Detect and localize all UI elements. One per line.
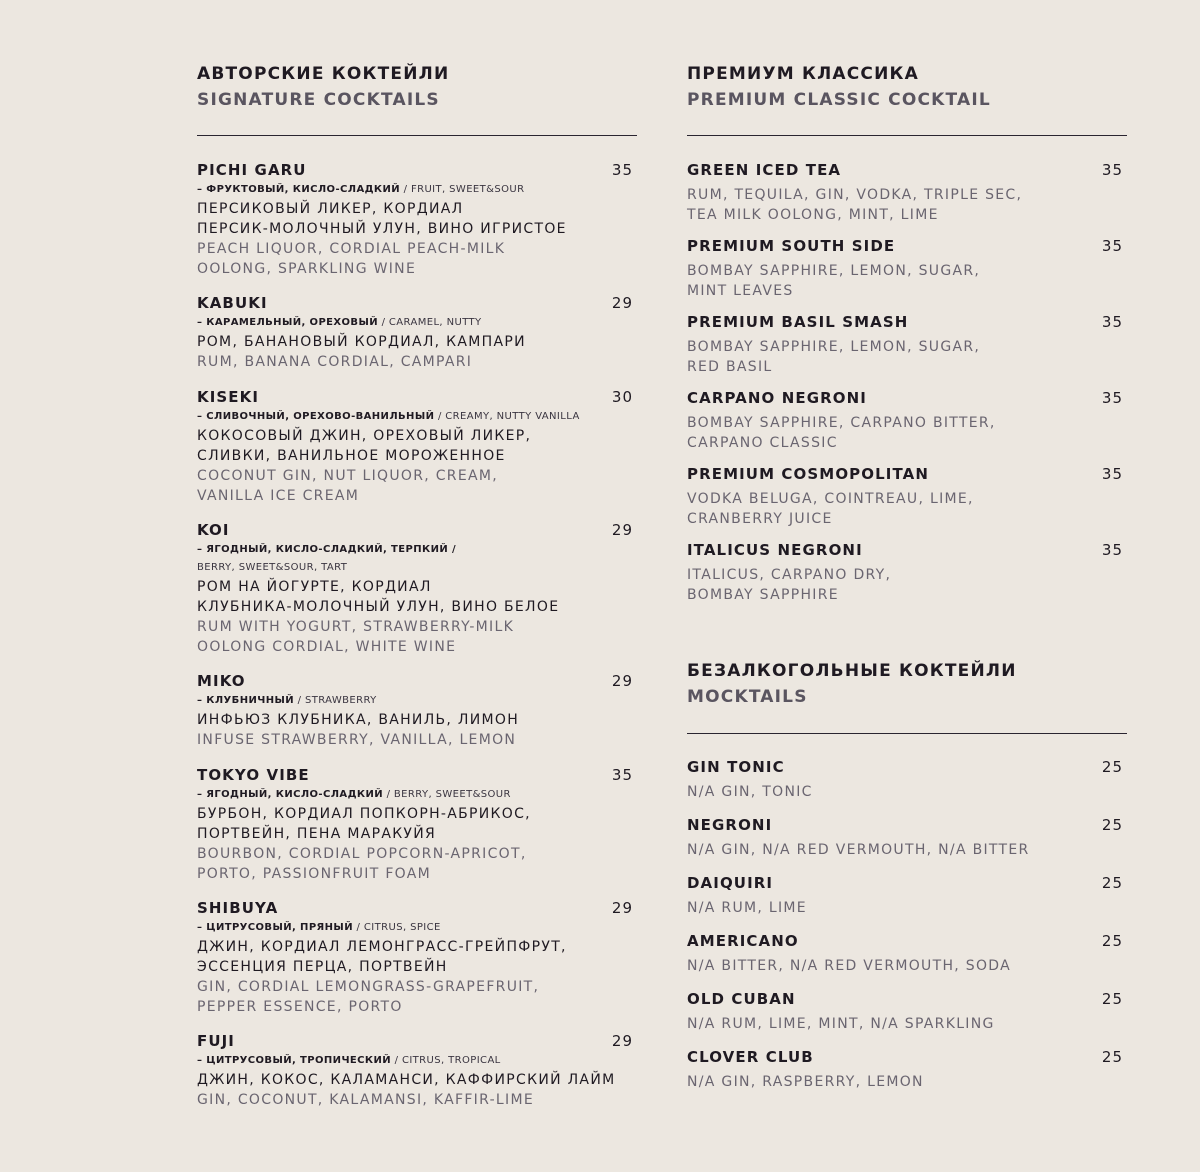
item-tag: – ЦИТРУСОВЫЙ, ТРОПИЧЕСКИЙ / CITRUS, TROPICAL — [197, 1055, 501, 1066]
menu-item-gin-tonic — [687, 756, 1127, 802]
item-name: KABUKI — [197, 294, 268, 312]
item-tag-en: BERRY, SWEET&SOUR, TART — [197, 562, 348, 573]
item-ingredients-en: BOMBAY SAPPHIRE, CARPANO BITTER, — [687, 415, 996, 431]
item-ingredients-ru: РОМ НА ЙОГУРТЕ, КОРДИАЛ — [197, 579, 432, 595]
item-name: SHIBUYA — [197, 899, 279, 917]
mocktails-title-en: MOCKTAILS — [687, 687, 808, 707]
item-ingredients-en: N/A GIN, TONIC — [687, 784, 813, 800]
menu-item-miko — [197, 670, 637, 750]
item-ingredients-en: GIN, COCONUT, KALAMANSI, KAFFIR-LIME — [197, 1092, 534, 1108]
menu-item-premium-basil-smash — [687, 311, 1127, 377]
item-name: KOI — [197, 521, 230, 539]
menu-item-italicus-negroni — [687, 539, 1127, 605]
item-ingredients-en: N/A GIN, N/A RED VERMOUTH, N/A BITTER — [687, 842, 1030, 858]
item-name: AMERICANO — [687, 932, 799, 950]
item-name: PICHI GARU — [197, 161, 307, 179]
item-ingredients-ru: БУРБОН, КОРДИАЛ ПОПКОРН-АБРИКОС, — [197, 806, 531, 822]
menu-item-pichi-garu — [197, 159, 637, 279]
menu-item-carpano-negroni — [687, 387, 1127, 453]
item-ingredients-ru: ДЖИН, КОКОС, КАЛАМАНСИ, КАФФИРСКИЙ ЛАЙМ — [197, 1072, 616, 1088]
item-name: KISEKI — [197, 388, 260, 406]
item-ingredients-en: CARPANO CLASSIC — [687, 435, 838, 451]
item-ingredients-ru: ПЕРСИКОВЫЙ ЛИКЕР, КОРДИАЛ — [197, 201, 464, 217]
item-ingredients-en: OOLONG CORDIAL, WHITE WINE — [197, 639, 457, 655]
item-price: 35 — [1101, 389, 1123, 407]
item-price: 35 — [1101, 465, 1123, 483]
item-ingredients-en: COCONUT GIN, NUT LIQUOR, CREAM, — [197, 468, 498, 484]
item-price: 35 — [611, 766, 633, 784]
item-name: GIN TONIC — [687, 758, 785, 776]
item-ingredients-en: VODKA BELUGA, COINTREAU, LIME, — [687, 491, 974, 507]
item-ingredients-en: N/A BITTER, N/A RED VERMOUTH, SODA — [687, 958, 1011, 974]
item-ingredients-en: CRANBERRY JUICE — [687, 511, 833, 527]
item-ingredients-ru: СЛИВКИ, ВАНИЛЬНОЕ МОРОЖЕННОЕ — [197, 448, 506, 464]
item-ingredients-en: PORTO, PASSIONFRUIT FOAM — [197, 866, 432, 882]
item-name: NEGRONI — [687, 816, 773, 834]
item-name: DAIQUIRI — [687, 874, 774, 892]
item-ingredients-ru: КЛУБНИКА-МОЛОЧНЫЙ УЛУН, ВИНО БЕЛОЕ — [197, 599, 560, 615]
menu-item-koi — [197, 519, 637, 657]
signature-header — [197, 61, 637, 113]
item-ingredients-en: MINT LEAVES — [687, 283, 794, 299]
item-ingredients-en: N/A RUM, LIME — [687, 900, 807, 916]
menu-item-tokyo-vibe — [197, 764, 637, 884]
item-ingredients-en: RUM WITH YOGURT, STRAWBERRY-MILK — [197, 619, 515, 635]
menu-item-shibuya — [197, 897, 637, 1017]
item-name: PREMIUM COSMOPOLITAN — [687, 465, 929, 483]
item-name: OLD CUBAN — [687, 990, 796, 1008]
menu-item-kiseki — [197, 386, 637, 506]
item-ingredients-ru: ПОРТВЕЙН, ПЕНА МАРАКУЙЯ — [197, 826, 437, 842]
item-price: 35 — [1101, 541, 1123, 559]
item-ingredients-en: BOMBAY SAPPHIRE — [687, 587, 839, 603]
menu-item-daiquiri — [687, 872, 1127, 918]
item-price: 25 — [1101, 932, 1123, 950]
mocktails-divider — [687, 733, 1127, 734]
signature-divider — [197, 135, 637, 136]
menu-item-green-iced-tea — [687, 159, 1127, 225]
item-ingredients-en: INFUSE STRAWBERRY, VANILLA, LEMON — [197, 732, 517, 748]
item-price: 29 — [611, 1032, 633, 1050]
item-tag: – ФРУКТОВЫЙ, КИСЛО-СЛАДКИЙ / FRUIT, SWEET&SOUR — [197, 184, 525, 195]
premium-header — [687, 61, 1127, 113]
menu-item-fuji — [197, 1030, 637, 1110]
item-ingredients-en: OOLONG, SPARKLING WINE — [197, 261, 417, 277]
item-ingredients-ru: КОКОСОВЫЙ ДЖИН, ОРЕХОВЫЙ ЛИКЕР, — [197, 428, 532, 444]
item-name: MIKO — [197, 672, 246, 690]
menu-item-premium-cosmopolitan — [687, 463, 1127, 529]
item-ingredients-en: BOURBON, CORDIAL POPCORN-APRICOT, — [197, 846, 527, 862]
item-price: 29 — [611, 899, 633, 917]
item-ingredients-en: BOMBAY SAPPHIRE, LEMON, SUGAR, — [687, 339, 981, 355]
item-ingredients-en: RUM, TEQUILA, GIN, VODKA, TRIPLE SEC, — [687, 187, 1023, 203]
item-price: 35 — [1101, 161, 1123, 179]
item-ingredients-en: BOMBAY SAPPHIRE, LEMON, SUGAR, — [687, 263, 981, 279]
menu-item-negroni — [687, 814, 1127, 860]
item-ingredients-ru: РОМ, БАНАНОВЫЙ КОРДИАЛ, КАМПАРИ — [197, 334, 526, 350]
item-price: 35 — [611, 161, 633, 179]
menu-item-kabuki — [197, 292, 637, 372]
item-ingredients-en: PEACH LIQUOR, CORDIAL PEACH-MILK — [197, 241, 506, 257]
item-ingredients-ru: ЭССЕНЦИЯ ПЕРЦА, ПОРТВЕЙН — [197, 959, 448, 975]
item-name: ITALICUS NEGRONI — [687, 541, 863, 559]
item-name: PREMIUM BASIL SMASH — [687, 313, 909, 331]
item-price: 25 — [1101, 816, 1123, 834]
item-ingredients-en: GIN, CORDIAL LEMONGRASS-GRAPEFRUIT, — [197, 979, 540, 995]
item-tag: – СЛИВОЧНЫЙ, ОРЕХОВО-ВАНИЛЬНЫЙ / CREAMY, NUTTY VANILLA — [197, 411, 580, 422]
signature-title-en: SIGNATURE COCKTAILS — [197, 90, 440, 110]
item-tag: – КАРАМЕЛЬНЫЙ, ОРЕХОВЫЙ / CARAMEL, NUTTY — [197, 317, 482, 328]
item-ingredients-en: PEPPER ESSENCE, PORTO — [197, 999, 403, 1015]
item-ingredients-en: TEA MILK OOLONG, MINT, LIME — [687, 207, 939, 223]
menu-item-americano — [687, 930, 1127, 976]
item-ingredients-ru: ПЕРСИК-МОЛОЧНЫЙ УЛУН, ВИНО ИГРИСТОЕ — [197, 221, 567, 237]
item-tag: – ЦИТРУСОВЫЙ, ПРЯНЫЙ / CITRUS, SPICE — [197, 922, 441, 933]
item-price: 30 — [611, 388, 633, 406]
item-price: 25 — [1101, 1048, 1123, 1066]
item-ingredients-en: ITALICUS, CARPANO DRY, — [687, 567, 892, 583]
mocktails-title-ru: БЕЗАЛКОГОЛЬНЫЕ КОКТЕЙЛИ — [687, 661, 1017, 681]
premium-title-en: PREMIUM CLASSIC COCKTAIL — [687, 90, 991, 110]
item-price: 25 — [1101, 990, 1123, 1008]
item-price: 25 — [1101, 874, 1123, 892]
item-name: CARPANO NEGRONI — [687, 389, 867, 407]
item-ingredients-en: RUM, BANANA CORDIAL, CAMPARI — [197, 354, 473, 370]
premium-divider — [687, 135, 1127, 136]
item-ingredients-ru: ДЖИН, КОРДИАЛ ЛЕМОНГРАСС-ГРЕЙПФРУТ, — [197, 939, 567, 955]
menu-item-premium-south-side — [687, 235, 1127, 301]
item-name: GREEN ICED TEA — [687, 161, 842, 179]
item-price: 29 — [611, 521, 633, 539]
item-ingredients-en: RED BASIL — [687, 359, 773, 375]
item-price: 35 — [1101, 313, 1123, 331]
item-tag: – ЯГОДНЫЙ, КИСЛО-СЛАДКИЙ / BERRY, SWEET&SOUR — [197, 789, 511, 800]
signature-title-ru: АВТОРСКИЕ КОКТЕЙЛИ — [197, 64, 450, 84]
item-tag: – ЯГОДНЫЙ, КИСЛО-СЛАДКИЙ, ТЕРПКИЙ / — [197, 544, 457, 555]
menu-item-old-cuban — [687, 988, 1127, 1034]
item-name: PREMIUM SOUTH SIDE — [687, 237, 896, 255]
menu-item-clover-club — [687, 1046, 1127, 1092]
item-name: TOKYO VIBE — [197, 766, 310, 784]
item-price: 25 — [1101, 758, 1123, 776]
item-ingredients-en: N/A RUM, LIME, MINT, N/A SPARKLING — [687, 1016, 995, 1032]
item-ingredients-en: VANILLA ICE CREAM — [197, 488, 360, 504]
item-name: CLOVER CLUB — [687, 1048, 814, 1066]
item-name: FUJI — [197, 1032, 235, 1050]
item-price: 29 — [611, 672, 633, 690]
mocktails-header — [687, 658, 1127, 710]
item-price: 29 — [611, 294, 633, 312]
item-ingredients-en: N/A GIN, RASPBERRY, LEMON — [687, 1074, 924, 1090]
item-price: 35 — [1101, 237, 1123, 255]
item-ingredients-ru: ИНФЬЮЗ КЛУБНИКА, ВАНИЛЬ, ЛИМОН — [197, 712, 520, 728]
premium-title-ru: ПРЕМИУМ КЛАССИКА — [687, 64, 919, 84]
item-tag: – КЛУБНИЧНЫЙ / STRAWBERRY — [197, 695, 377, 706]
